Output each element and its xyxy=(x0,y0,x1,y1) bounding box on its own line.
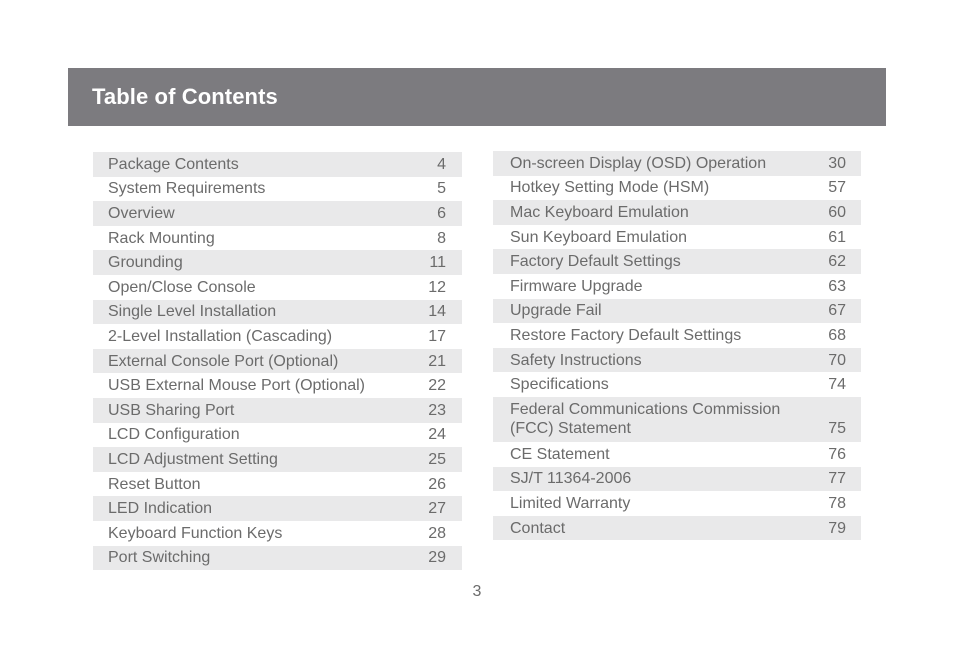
toc-entry[interactable] xyxy=(93,250,462,275)
toc-entry-title: USB Sharing Port xyxy=(108,401,235,419)
toc-entry-page: 62 xyxy=(828,253,846,271)
toc-entry[interactable] xyxy=(493,323,861,348)
toc-entry[interactable] xyxy=(493,491,861,516)
toc-entry-title: Limited Warranty xyxy=(510,494,631,512)
toc-entry-page: 70 xyxy=(828,351,846,369)
toc-entry-title: Firmware Upgrade xyxy=(510,277,643,295)
toc-entry[interactable] xyxy=(93,324,462,349)
toc-entry[interactable] xyxy=(93,373,462,398)
toc-entry-page: 63 xyxy=(828,277,846,295)
toc-entry[interactable] xyxy=(93,177,462,202)
toc-entry-title: Package Contents xyxy=(108,155,239,173)
toc-entry-page: 29 xyxy=(428,549,446,567)
toc-entry[interactable] xyxy=(93,546,462,571)
toc-entry[interactable] xyxy=(493,274,861,299)
toc-entry[interactable] xyxy=(93,496,462,521)
toc-entry[interactable] xyxy=(93,423,462,448)
toc-entry-title: Port Switching xyxy=(108,549,211,567)
toc-entry[interactable] xyxy=(493,348,861,373)
toc-entry-title: Single Level Installation xyxy=(108,303,277,321)
toc-entry-title: External Console Port (Optional) xyxy=(108,352,339,370)
toc-entry-title: Keyboard Function Keys xyxy=(108,524,283,542)
toc-entry[interactable] xyxy=(493,151,861,176)
toc-entry-page: 57 xyxy=(828,179,846,197)
toc-entry[interactable] xyxy=(93,349,462,374)
toc-entry[interactable] xyxy=(93,152,462,177)
toc-entry-title: Federal Communications Commission (FCC) Statement xyxy=(510,400,781,437)
toc-entry-title: Open/Close Console xyxy=(108,278,256,296)
toc-entry-title: Grounding xyxy=(108,254,183,272)
toc-entry-page: 27 xyxy=(428,500,446,518)
toc-entry-page: 28 xyxy=(428,524,446,542)
toc-entry[interactable] xyxy=(93,521,462,546)
toc-entry-page: 30 xyxy=(828,154,846,172)
toc-entry-page: 77 xyxy=(828,470,846,488)
toc-left-column xyxy=(93,152,462,570)
toc-entry-page: 25 xyxy=(428,450,446,468)
toc-entry-page: 78 xyxy=(828,494,846,512)
toc-entry-page: 6 xyxy=(437,204,446,222)
page-number: 3 xyxy=(472,583,482,600)
toc-entry-title: LCD Adjustment Setting xyxy=(108,450,278,468)
toc-entry-title: Mac Keyboard Emulation xyxy=(510,203,689,221)
toc-entry-page: 23 xyxy=(428,401,446,419)
toc-entry[interactable] xyxy=(93,447,462,472)
toc-entry-title: CE Statement xyxy=(510,445,610,463)
toc-entry-page: 60 xyxy=(828,203,846,221)
toc-entry-page: 75 xyxy=(828,419,846,437)
toc-entry[interactable] xyxy=(93,275,462,300)
toc-entry-title: Rack Mounting xyxy=(108,229,215,247)
toc-entry-page: 4 xyxy=(437,155,446,173)
toc-entry-title: On-screen Display (OSD) Operation xyxy=(510,154,767,172)
toc-entry-title: LCD Configuration xyxy=(108,426,240,444)
toc-entry-page: 76 xyxy=(828,445,846,463)
toc-entry-title: Restore Factory Default Settings xyxy=(510,326,742,344)
toc-entry-page: 26 xyxy=(428,475,446,493)
toc-entry-title: Upgrade Fail xyxy=(510,302,602,320)
toc-entry-title: SJ/T 11364-2006 xyxy=(510,470,632,488)
toc-entry-page: 21 xyxy=(428,352,446,370)
toc-entry-title: Overview xyxy=(108,204,175,222)
toc-entry-title: Factory Default Settings xyxy=(510,253,681,271)
toc-entry-title: 2-Level Installation (Cascading) xyxy=(108,327,333,345)
toc-entry-page: 79 xyxy=(828,519,846,537)
toc-entry-title: Hotkey Setting Mode (HSM) xyxy=(510,179,710,197)
toc-entry[interactable] xyxy=(93,201,462,226)
toc-entry[interactable] xyxy=(493,516,861,541)
toc-entry-page: 24 xyxy=(428,426,446,444)
toc-entry[interactable] xyxy=(493,200,861,225)
toc-entry-title: LED Indication xyxy=(108,500,213,518)
toc-entry[interactable] xyxy=(493,397,861,442)
page-title: Table of Contents xyxy=(92,84,278,109)
toc-entry[interactable] xyxy=(93,300,462,325)
toc-entry-page: 11 xyxy=(429,254,446,272)
toc-entry-page: 68 xyxy=(828,326,846,344)
toc-entry-page: 61 xyxy=(828,228,846,246)
toc-entry-title: Reset Button xyxy=(108,475,201,493)
toc-entry[interactable] xyxy=(493,225,861,250)
toc-entry-page: 14 xyxy=(428,303,446,321)
toc-entry-page: 8 xyxy=(437,229,446,247)
toc-entry[interactable] xyxy=(93,472,462,497)
toc-entry[interactable] xyxy=(493,467,861,492)
toc-entry-title: Specifications xyxy=(510,376,609,394)
toc-entry-title: Safety Instructions xyxy=(510,351,642,369)
toc-right-column xyxy=(493,151,861,540)
toc-entry-title: Contact xyxy=(510,519,566,537)
toc-entry-page: 22 xyxy=(428,377,446,395)
toc-entry[interactable] xyxy=(493,299,861,324)
toc-entry-page: 67 xyxy=(828,302,846,320)
toc-entry-page: 5 xyxy=(437,180,446,198)
toc-entry[interactable] xyxy=(493,249,861,274)
toc-entry[interactable] xyxy=(493,442,861,467)
toc-header-bar xyxy=(68,68,886,126)
toc-entry[interactable] xyxy=(93,398,462,423)
toc-entry[interactable] xyxy=(493,372,861,397)
toc-entry[interactable] xyxy=(93,226,462,251)
toc-entry-title: Sun Keyboard Emulation xyxy=(510,228,687,246)
toc-entry-page: 12 xyxy=(428,278,446,296)
toc-entry[interactable] xyxy=(493,176,861,201)
toc-entry-title: USB External Mouse Port (Optional) xyxy=(108,377,365,395)
toc-entry-title: System Requirements xyxy=(108,180,266,198)
toc-entry-page: 17 xyxy=(428,327,446,345)
toc-entry-page: 74 xyxy=(828,376,846,394)
